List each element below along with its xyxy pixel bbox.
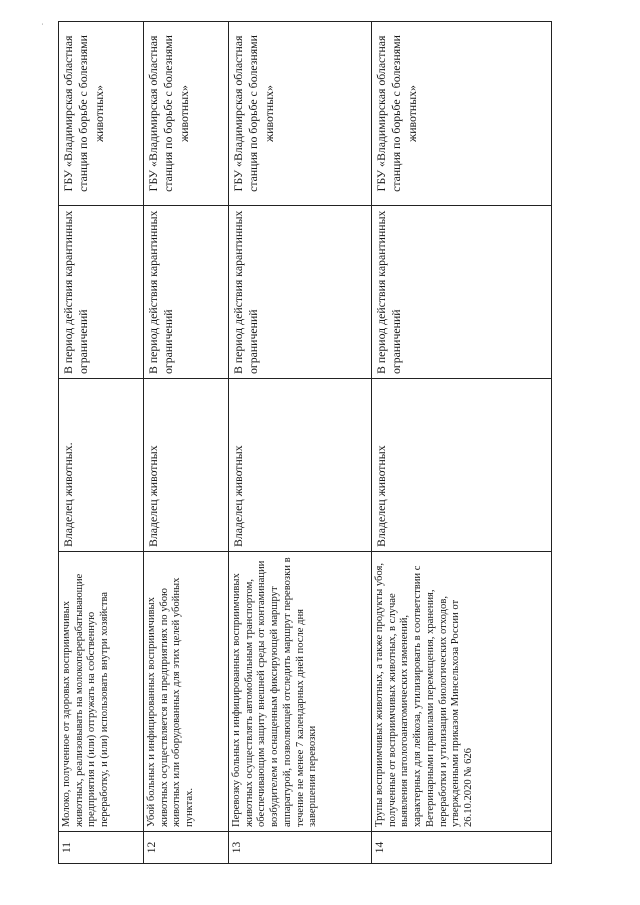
table-row (372, 22, 552, 864)
rotated-table-page (58, 22, 551, 864)
row-number: 13 (229, 832, 372, 864)
measure-cell: Молоко, полученное от здоровых восприимчивых животных, реализовывать на молокоперерабатывающие предприятия и (или) отгружать на собственную переработку, и (или) использовать внутри хозяйства (59, 552, 144, 832)
table-row (229, 22, 372, 864)
row-number: 14 (372, 832, 552, 864)
table-row (144, 22, 229, 864)
term-cell: В период действия карантинных ограничений (372, 206, 552, 379)
owner-cell: Владелец животных. (59, 379, 144, 552)
responsible-cell: ГБУ «Владимирская областная станция по борьбе с болезнями животных» (144, 22, 229, 206)
scan-mark: ˙ (41, 22, 44, 31)
owner-cell: Владелец животных (144, 379, 229, 552)
responsible-cell: ГБУ «Владимирская областная станция по борьбе с болезнями животных» (229, 22, 372, 206)
table-row (59, 22, 144, 864)
measure-cell: Перевозку больных и инфицированных восприимчивых животных осуществлять автомобильным транспортом, обеспечивающим защиту внешней среды от контаминации возбудителем и оснащенным фиксирующей маршрут аппаратурой, позволяющей отследить маршрут перевозки в течение не менее 7 календарных дней после дня завершения перевозки (229, 552, 372, 832)
owner-cell: Владелец животных (229, 379, 372, 552)
term-cell: В период действия карантинных ограничений (144, 206, 229, 379)
term-cell: В период действия карантинных ограничений (59, 206, 144, 379)
term-cell: В период действия карантинных ограничений (229, 206, 372, 379)
measure-cell: Трупы восприимчивых животных, а также продукты убоя, полученные от восприимчивых животных, в случае выявления патологоанатомических изменений, характерных для лейкоза, утилизировать в соответствии с Ветеринарными правилами перемещения, хранения, переработки и утилизации биологических отходов, утвержденными приказом Минсельхоза России от 26.10.2020 № 626 (372, 552, 552, 832)
responsible-cell: ГБУ «Владимирская областная станция по борьбе с болезнями животных» (59, 22, 144, 206)
owner-cell: Владелец животных (372, 379, 552, 552)
row-number: 11 (59, 832, 144, 864)
responsible-cell: ГБУ «Владимирская областная станция по борьбе с болезнями животных» (372, 22, 552, 206)
measure-cell: Убой больных и инфицированных восприимчивых животных осуществляется на предприятиях по убою животных или оборудованных для этих целей убойных пунктах. (144, 552, 229, 832)
row-number: 12 (144, 832, 229, 864)
measures-table (58, 21, 552, 864)
